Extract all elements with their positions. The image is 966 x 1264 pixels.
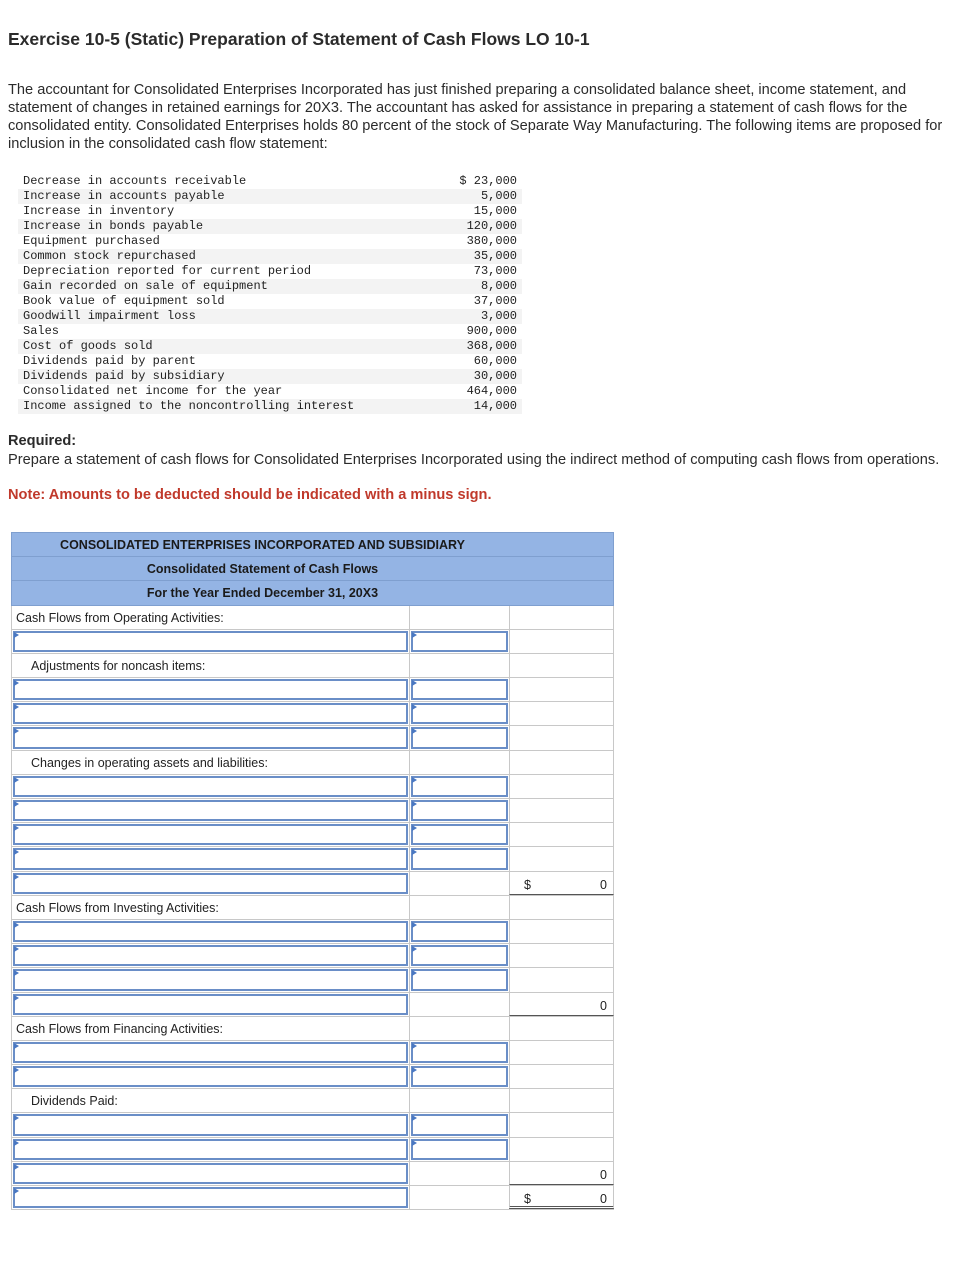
given-item-row [18,249,522,264]
given-item-label: Dividends paid by subsidiary [18,369,392,384]
given-item-label: Increase in bonds payable [18,219,392,234]
given-item-row [18,309,522,324]
investing-total-value: 0 [600,998,607,1013]
given-item-amount: 3,000 [392,309,522,324]
operating-label: Cash Flows from Operating Activities: [16,610,224,625]
changes-label: Changes in operating assets and liabilities: [31,755,268,770]
dividends-input-row [11,1113,614,1137]
given-item-amount: 35,000 [392,249,522,264]
financing-input-row [11,1065,614,1089]
given-item-label: Increase in inventory [23,204,175,218]
dividends-amount-input[interactable] [411,1139,508,1160]
net-change-row [11,1186,614,1210]
given-item-amount: 464,000 [466,384,517,398]
given-item-label: Gain recorded on sale of equipment [18,279,392,294]
dividends-amount-input[interactable] [411,1114,508,1135]
given-item-row [18,399,522,414]
given-item-row [18,339,522,354]
given-item-label: Equipment purchased [23,234,160,248]
given-item-amount: 14,000 [392,399,522,414]
financing-header-row [11,1017,614,1041]
investing-line-input[interactable] [13,921,408,942]
changes-line-input[interactable] [13,824,408,845]
financing-line-input[interactable] [13,1042,408,1063]
given-item-row [18,174,522,189]
investing-input-row [11,968,614,992]
given-item-amount: 60,000 [473,354,517,368]
noncash-label: Adjustments for noncash items: [31,658,206,673]
statement-heading-period: For the Year Ended December 31, 20X3 [11,581,614,606]
given-item-label: Decrease in accounts receivable [23,174,247,188]
noncash-line-input[interactable] [13,679,408,700]
investing-line-input[interactable] [13,945,408,966]
required-text: Prepare a statement of cash flows for Consolidated Enterprises Incorporated using the indirect method of computing cash flows from operations. [8,452,940,468]
investing-total-label-input[interactable] [13,994,408,1015]
noncash-input-row [11,702,614,726]
noncash-amount-input[interactable] [411,703,508,724]
operating-total-label-input[interactable] [13,873,408,894]
given-item-amount: 8,000 [392,279,522,294]
noncash-input-row [11,726,614,750]
changes-amount-input[interactable] [411,800,508,821]
changes-amount-input[interactable] [411,776,508,797]
changes-input-row [11,775,614,799]
investing-input-row [11,944,614,968]
given-item-row [18,279,522,294]
investing-amount-input[interactable] [411,945,508,966]
investing-label: Cash Flows from Investing Activities: [16,900,219,915]
currency-symbol: $ [524,877,531,892]
net-change-label-input[interactable] [13,1187,408,1208]
given-item-row [18,384,522,399]
given-item-label: Income assigned to the noncontrolling interest [18,399,392,414]
given-item-row [18,294,522,309]
required-heading: Required: [8,433,77,449]
changes-input-row [11,799,614,823]
given-item-row [18,204,522,219]
changes-input-row [11,823,614,847]
given-item-amount: 37,000 [473,294,517,308]
investing-line-input[interactable] [13,969,408,990]
changes-line-input[interactable] [13,848,408,869]
given-item-amount: 368,000 [392,339,522,354]
financing-label: Cash Flows from Financing Activities: [16,1021,224,1036]
given-item-amount: $ 23,000 [459,174,517,188]
investing-input-row [11,920,614,944]
given-item-amount: 5,000 [392,189,522,204]
investing-amount-input[interactable] [411,969,508,990]
given-item-label: Common stock repurchased [18,249,392,264]
given-item-label: Cost of goods sold [18,339,392,354]
given-item-row [18,369,522,384]
cash-flow-statement [11,532,614,1210]
financing-total-value: 0 [600,1167,607,1182]
given-item-row [18,354,522,369]
changes-line-input[interactable] [13,800,408,821]
given-item-row [18,189,522,204]
exercise-title: Exercise 10-5 (Static) Preparation of Statement of Cash Flows LO 10-1 [8,29,590,49]
given-item-amount: 15,000 [473,204,517,218]
dividends-header-row [11,1089,614,1113]
changes-line-input[interactable] [13,776,408,797]
operating-header-row [11,606,614,630]
given-item-label: Book value of equipment sold [23,294,225,308]
investing-total-row [11,993,614,1017]
given-item-row [18,324,522,339]
financing-amount-input[interactable] [411,1066,508,1087]
net-change-total-value: 0 [600,1192,607,1206]
given-item-label: Goodwill impairment loss [18,309,392,324]
given-item-label: Increase in accounts payable [18,189,392,204]
statement-heading-company: CONSOLIDATED ENTERPRISES INCORPORATED AND SUBSIDIARY [11,532,614,557]
operating-total-value: 0 [600,877,607,892]
financing-amount-input[interactable] [411,1042,508,1063]
investing-amount-input[interactable] [411,921,508,942]
financing-line-input[interactable] [13,1066,408,1087]
investing-header-row [11,896,614,920]
given-item-amount: 900,000 [466,324,517,338]
operating-line-input[interactable] [13,631,408,652]
given-item-label: Depreciation reported for current period [23,264,312,278]
operating-amount-input[interactable] [411,631,508,652]
financing-total-row [11,1162,614,1186]
given-item-row [18,219,522,234]
dividends-line-input[interactable] [13,1114,408,1135]
given-item-amount: 120,000 [392,219,522,234]
given-item-row [18,264,522,279]
noncash-input-row [11,678,614,702]
given-item-row [18,234,522,249]
note-text: Note: Amounts to be deducted should be indicated with a minus sign. [8,487,492,503]
financing-total-label-input[interactable] [13,1163,408,1184]
noncash-amount-input[interactable] [411,679,508,700]
noncash-line-input[interactable] [13,703,408,724]
changes-input-row [11,847,614,871]
changes-amount-input[interactable] [411,848,508,869]
changes-amount-input[interactable] [411,824,508,845]
operating-total-row [11,872,614,896]
statement-heading-title: Consolidated Statement of Cash Flows [11,557,614,582]
noncash-amount-input[interactable] [411,727,508,748]
given-item-amount: 73,000 [473,264,517,278]
given-item-amount: 30,000 [392,369,522,384]
noncash-line-input[interactable] [13,727,408,748]
given-item-amount: 380,000 [466,234,517,248]
given-item-label: Dividends paid by parent [23,354,196,368]
given-item-label: Consolidated net income for the year [23,384,283,398]
changes-header-row [11,751,614,775]
financing-input-row [11,1041,614,1065]
given-item-label: Sales [23,324,60,338]
dividends-line-input[interactable] [13,1139,408,1160]
dividends-label: Dividends Paid: [31,1094,118,1109]
given-items-table [18,174,522,414]
operating-input-row [11,630,614,654]
intro-paragraph: The accountant for Consolidated Enterprises Incorporated has just finished preparing a consolidated balance sheet, income statement, and statement of changes in retained earnings for 20X3. The accountant has asked for assistance in preparing a statement of cash flows for the consolidated entity. Consolidated Enterprises holds 80 percent of the stock of Separate Way Manufacturing. The following items are proposed for inclusion in the consolidated cash flow statement: [8,82,943,152]
noncash-header-row [11,654,614,678]
currency-symbol: $ [524,1192,531,1206]
dividends-input-row [11,1138,614,1162]
